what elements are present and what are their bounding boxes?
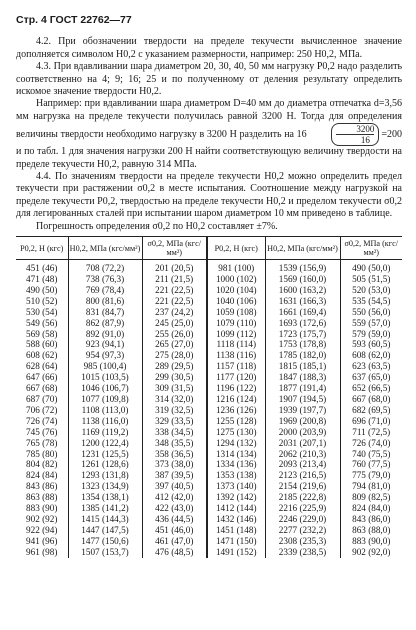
table-cell: 2093 (213,4) <box>265 459 340 470</box>
table-cell: 608 (62,0) <box>340 350 402 361</box>
table-cell: 1177 (120) <box>207 372 265 383</box>
table-row <box>16 307 402 318</box>
table-cell: 892 (91,0) <box>68 329 142 340</box>
fraction-result: =200 <box>381 129 402 141</box>
table-cell: 1415 (144,3) <box>68 514 142 525</box>
paragraph-4-2: 4.2. При обозначении твердости на пределе текучести вычисленное значение дополняется символом H0,2 с указанием размерности, например: 250 H0,2, МПа. <box>16 36 402 60</box>
table-cell: 696 (71,0) <box>340 416 402 427</box>
header-cell: σ0,2, МПа (кгс/мм²) <box>142 237 207 260</box>
table-cell: 862 (87,9) <box>68 318 142 329</box>
table-cell: 1255 (128) <box>207 416 265 427</box>
fraction-numerator: 3200 <box>336 124 374 135</box>
table-row <box>16 438 402 449</box>
table-cell: 289 (29,5) <box>142 361 207 372</box>
table-cell: 1314 (134) <box>207 449 265 460</box>
table-cell: 1157 (118) <box>207 361 265 372</box>
table-cell: 711 (72,5) <box>340 427 402 438</box>
table-cell: 471 (48) <box>26 274 58 284</box>
table-cell: 708 (72,2) <box>68 260 142 274</box>
table-row <box>16 416 402 427</box>
table-cell: 1294 (132) <box>207 438 265 449</box>
table-cell: 1353 (138) <box>207 470 265 481</box>
table-cell: 985 (100,4) <box>68 361 142 372</box>
table-cell: 1015 (103,5) <box>68 372 142 383</box>
page-header: Стр. 4 ГОСТ 22762—77 <box>16 14 132 26</box>
table-cell: 1723 (175,7) <box>265 329 340 340</box>
table-cell: 961 (98) <box>26 546 58 557</box>
table-cell: 490 (50,0) <box>340 260 402 274</box>
table-cell: 530 (54) <box>26 306 58 317</box>
table-cell: 348 (35,5) <box>142 438 207 449</box>
table-cell: 637 (65,0) <box>340 372 402 383</box>
table-cell: 1323 (134,9) <box>68 481 142 492</box>
table-cell: 740 (75,5) <box>340 449 402 460</box>
example-text-a: Например: при вдавливании шара диаметром D=40 мм до диаметра отпечатка d=3,56 мм нагрузка на пределе текучести получилась равной 3200 Н. Тогда для определения величины твердости необходимо нагрузку в 3200 Н разделить на 16 <box>16 98 402 141</box>
table-cell: 2277 (232,2) <box>265 525 340 536</box>
table-cell: 338 (34,5) <box>142 427 207 438</box>
table-cell: 319 (32,5) <box>142 405 207 416</box>
table-cell: 1507 (153,7) <box>68 547 142 558</box>
table-cell: 1969 (200,8) <box>265 416 340 427</box>
table-cell: 2000 (203,9) <box>265 427 340 438</box>
table-cell: 1447 (147,5) <box>68 525 142 536</box>
table-cell: 490 (50) <box>26 284 58 295</box>
table-cell: 843 (86,0) <box>340 514 402 525</box>
table-cell: 2154 (219,6) <box>265 481 340 492</box>
table-cell: 1471 (150) <box>207 536 265 547</box>
table-row <box>16 372 402 383</box>
header-cell: H0,2, МПа (кгс/мм²) <box>265 237 340 260</box>
table-cell: 2123 (216,5) <box>265 470 340 481</box>
error-note: Погрешность определения σ0,2 по H0,2 составляет ±7%. <box>36 220 278 232</box>
table-row <box>16 525 402 536</box>
table-cell: 1108 (113,0) <box>68 405 142 416</box>
table-cell: 1815 (185,1) <box>265 361 340 372</box>
table-cell: 1477 (150,6) <box>68 536 142 547</box>
table-row <box>16 383 402 394</box>
table-cell: 981 (100) <box>207 260 265 274</box>
table-cell: 201 (20,5) <box>142 260 207 274</box>
table-cell: 745 (76) <box>26 426 58 437</box>
table-cell: 1661 (169,4) <box>265 307 340 318</box>
table-cell: 535 (54,5) <box>340 296 402 307</box>
table-cell: 1847 (188,3) <box>265 372 340 383</box>
table-cell: 902 (92,0) <box>340 547 402 558</box>
table-cell: 1385 (141,2) <box>68 503 142 514</box>
table-cell: 1412 (144) <box>207 503 265 514</box>
table-cell: 1040 (106) <box>207 296 265 307</box>
table-cell: 941 (96) <box>26 535 58 546</box>
table-cell: 412 (42,0) <box>142 492 207 503</box>
table-cell: 667 (68,0) <box>340 394 402 405</box>
table-cell: 2246 (229,0) <box>265 514 340 525</box>
table-cell: 299 (30,5) <box>142 372 207 383</box>
table-cell: 569 (58) <box>26 328 58 339</box>
table-cell: 588 (60) <box>26 339 58 350</box>
table-cell: 550 (56,0) <box>340 307 402 318</box>
table-cell: 1907 (194,5) <box>265 394 340 405</box>
table-cell: 1275 (130) <box>207 427 265 438</box>
table-cell: 1451 (148) <box>207 525 265 536</box>
table-cell: 1200 (122,4) <box>68 438 142 449</box>
table-cell: 831 (84,7) <box>68 307 142 318</box>
table-row <box>16 361 402 372</box>
table-cell: 221 (22,5) <box>142 285 207 296</box>
table-cell: 2339 (238,5) <box>265 547 340 558</box>
table-cell: 436 (44,5) <box>142 514 207 525</box>
table-cell: 1631 (166,3) <box>265 296 340 307</box>
table-cell: 461 (47,0) <box>142 536 207 547</box>
table-row <box>16 296 402 307</box>
table-cell: 785 (80) <box>26 448 58 459</box>
table-cell: 1118 (114) <box>207 339 265 350</box>
table-cell: 1099 (112) <box>207 329 265 340</box>
table-cell: 1059 (108) <box>207 307 265 318</box>
table-cell: 476 (48,5) <box>142 547 207 558</box>
table-cell: 682 (69,5) <box>340 405 402 416</box>
table-cell: 1354 (138,1) <box>68 492 142 503</box>
table-cell: 608 (62) <box>26 350 58 361</box>
table-cell: 824 (84,0) <box>340 503 402 514</box>
table-cell: 1138 (116,0) <box>68 416 142 427</box>
table-cell: 809 (82,5) <box>340 492 402 503</box>
table-cell: 265 (27,0) <box>142 339 207 350</box>
table-row <box>16 514 402 525</box>
table-cell: 775 (79,0) <box>340 470 402 481</box>
table-cell: 559 (57,0) <box>340 318 402 329</box>
table-cell: 1293 (131,8) <box>68 470 142 481</box>
table-cell: 843 (86) <box>26 481 58 492</box>
table-cell: 800 (81,6) <box>68 296 142 307</box>
paragraph-4-3: 4.3. При вдавливании шара диаметром 20, 30, 40, 50 мм нагрузку P0,2 надо разделить соответственно на 4; 9; 16; 25 и по полученному от деления результату определить искомое значение твердости H0,2. <box>16 61 402 98</box>
table-cell: 358 (36,5) <box>142 449 207 460</box>
table-cell: 1231 (125,5) <box>68 449 142 460</box>
header-cell: H0,2, МПа (кгс/мм²) <box>68 237 142 260</box>
table-cell: 1392 (142) <box>207 492 265 503</box>
table-cell: 726 (74) <box>26 415 58 426</box>
table-cell: 1373 (140) <box>207 481 265 492</box>
table-row <box>16 339 402 350</box>
table-cell: 221 (22,5) <box>142 296 207 307</box>
table-cell: 863 (88) <box>26 492 58 503</box>
table-row <box>16 405 402 416</box>
example-fraction <box>309 123 402 146</box>
table-cell: 593 (60,5) <box>340 339 402 350</box>
table-cell: 2062 (210,3) <box>265 449 340 460</box>
table-cell: 738 (76,3) <box>68 274 142 285</box>
paragraph-example <box>16 98 402 171</box>
table-row <box>16 350 402 361</box>
table-cell: 1020 (104) <box>207 285 265 296</box>
table-row <box>16 318 402 329</box>
table-cell: 422 (43,0) <box>142 503 207 514</box>
table-row <box>16 285 402 296</box>
table-cell: 1334 (136) <box>207 459 265 470</box>
header-cell: σ0,2, МПа (кгс/мм²) <box>340 237 402 260</box>
table-cell: 314 (32,0) <box>142 394 207 405</box>
paragraph-4-4: 4.4. По значениям твердости на пределе текучести H0,2 можно определить предел текучести при растяжении σ0,2 в месте испытания. Соотношение между нагрузкой на пределе текучести P0,2, твердостью на пределе текучести H0,2 и пределом текучести σ0,2 для легированных сталей при испытании шаром диаметром 10 мм приведено в таблице. <box>16 171 402 220</box>
table-cell: 329 (33,5) <box>142 416 207 427</box>
table-cell: 1569 (160,0) <box>265 274 340 285</box>
table-cell: 1939 (197,7) <box>265 405 340 416</box>
table-row <box>16 536 402 547</box>
table-cell: 510 (52) <box>26 295 58 306</box>
table-cell: 211 (21,5) <box>142 274 207 285</box>
table-cell: 373 (38,0) <box>142 459 207 470</box>
table-row <box>16 503 402 514</box>
table-row <box>16 470 402 481</box>
table-row <box>16 481 402 492</box>
table-cell: 1079 (110) <box>207 318 265 329</box>
table-row <box>16 459 402 470</box>
table-cell: 794 (81,0) <box>340 481 402 492</box>
table-cell: 954 (97,3) <box>68 350 142 361</box>
table-cell: 922 (94) <box>26 524 58 535</box>
table-cell: 883 (90) <box>26 503 58 514</box>
table-cell: 2308 (235,3) <box>265 536 340 547</box>
table-cell: 1169 (119,2) <box>68 427 142 438</box>
table-cell: 2185 (222,8) <box>265 492 340 503</box>
table-cell: 765 (78) <box>26 437 58 448</box>
table-cell: 255 (26,0) <box>142 329 207 340</box>
table-cell: 505 (51,5) <box>340 274 402 285</box>
table-cell: 245 (25,0) <box>142 318 207 329</box>
table-cell: 1877 (191,4) <box>265 383 340 394</box>
example-text-b: и по табл. 1 для значения нагрузки 200 Н найти соответствующую величину твердости на пределе текучести H0,2, равную 314 МПа. <box>16 146 402 170</box>
table-row <box>16 492 402 503</box>
table-cell: 1077 (109,8) <box>68 394 142 405</box>
table-cell: 652 (66,5) <box>340 383 402 394</box>
table-cell: 2031 (207,1) <box>265 438 340 449</box>
table-cell: 760 (77,5) <box>340 459 402 470</box>
table-row <box>16 449 402 460</box>
table-cell: 1753 (178,8) <box>265 339 340 350</box>
table-header-row <box>16 237 402 260</box>
table-cell: 902 (92) <box>26 513 58 524</box>
table-body <box>16 260 402 558</box>
table-cell: 1785 (182,0) <box>265 350 340 361</box>
table-cell: 275 (28,0) <box>142 350 207 361</box>
table-cell: 883 (90,0) <box>340 536 402 547</box>
table-cell: 804 (82) <box>26 459 58 470</box>
fraction-denominator: 16 <box>360 135 370 146</box>
table-row <box>16 427 402 438</box>
table-row <box>16 394 402 405</box>
table-cell: 579 (59,0) <box>340 329 402 340</box>
table-cell: 1138 (116) <box>207 350 265 361</box>
table-cell: 451 (46) <box>26 263 58 274</box>
header-cell: P0,2, Н (кгс) <box>207 237 265 260</box>
table-row <box>16 547 402 558</box>
table-cell: 387 (39,5) <box>142 470 207 481</box>
table-cell: 923 (94,1) <box>68 339 142 350</box>
table-cell: 628 (64) <box>26 361 58 372</box>
table-cell: 1216 (124) <box>207 394 265 405</box>
table-cell: 1261 (128,6) <box>68 459 142 470</box>
table-cell: 309 (31,5) <box>142 383 207 394</box>
table-cell: 1000 (102) <box>207 274 265 285</box>
hardness-table <box>16 236 402 557</box>
table-cell: 1600 (163,2) <box>265 285 340 296</box>
table-cell: 520 (53,0) <box>340 285 402 296</box>
header-cell: P0,2, Н (кгс) <box>16 237 68 260</box>
table-row <box>16 260 402 274</box>
table-cell: 726 (74,0) <box>340 438 402 449</box>
table-cell: 1491 (152) <box>207 547 265 558</box>
table-cell: 1236 (126) <box>207 405 265 416</box>
table-cell: 549 (56) <box>26 317 58 328</box>
table-cell: 1432 (146) <box>207 514 265 525</box>
table-cell: 769 (78,4) <box>68 285 142 296</box>
table-cell: 706 (72) <box>26 404 58 415</box>
table-cell: 863 (88,0) <box>340 525 402 536</box>
table-cell: 667 (68) <box>26 383 58 394</box>
table-cell: 647 (66) <box>26 372 58 383</box>
table-cell: 237 (24,2) <box>142 307 207 318</box>
table-cell: 824 (84) <box>26 470 58 481</box>
table-cell: 2216 (225,9) <box>265 503 340 514</box>
table-cell: 1046 (106,7) <box>68 383 142 394</box>
table-cell: 1539 (156,9) <box>265 260 340 274</box>
table-row <box>16 274 402 285</box>
table-row <box>16 329 402 340</box>
table-cell: 1693 (172,6) <box>265 318 340 329</box>
table-cell: 623 (63,5) <box>340 361 402 372</box>
table-cell: 1196 (122) <box>207 383 265 394</box>
table-cell: 451 (46,0) <box>142 525 207 536</box>
table-cell: 397 (40,5) <box>142 481 207 492</box>
table-cell: 687 (70) <box>26 393 58 404</box>
